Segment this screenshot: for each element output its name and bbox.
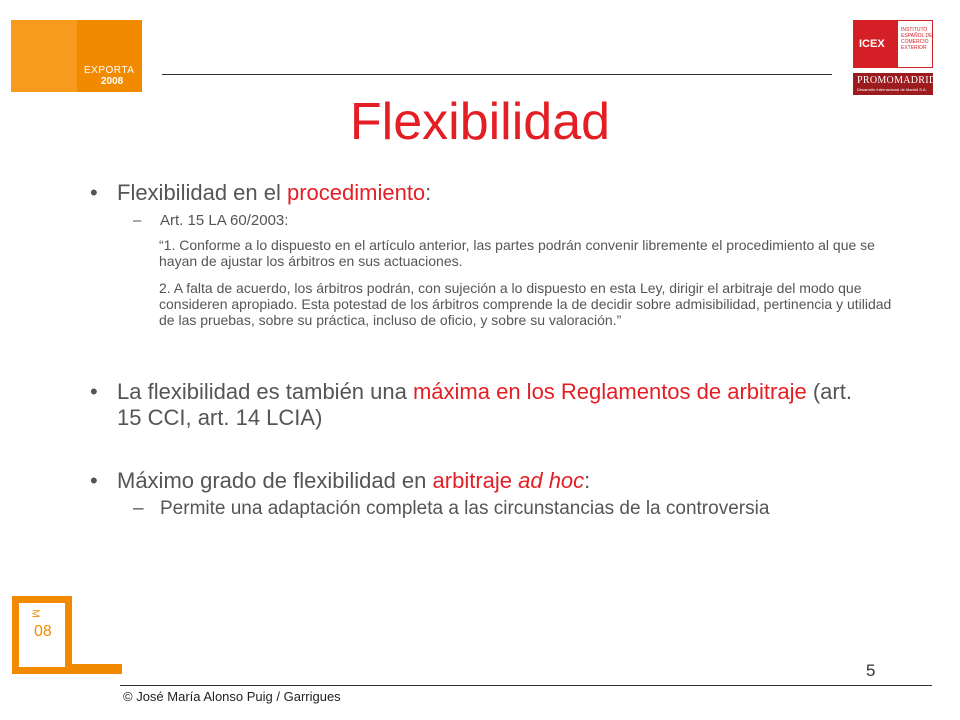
exporta-2008-logo — [11, 20, 142, 92]
bullet-marker: • — [90, 379, 98, 404]
icex-logo-block — [854, 21, 898, 67]
sub-bullet-text: Art. 15 LA 60/2003: — [160, 212, 289, 229]
m08-logo — [12, 596, 122, 684]
bullet-text-pre: Máximo grado de flexibilidad en — [117, 468, 433, 493]
bullet-text — [117, 467, 590, 495]
logo-letter: M — [29, 609, 41, 618]
sub-bullet-article — [133, 211, 289, 231]
bullet-text-italic: ad hoc — [518, 468, 585, 493]
bullet-text-highlight: máxima en los Reglamentos de arbitraje — [412, 379, 807, 404]
icex-logo-name: ICEX — [859, 38, 885, 50]
copyright-footer: © José María Alonso Puig / Garrigues — [123, 689, 341, 704]
dash-marker: – — [133, 498, 144, 519]
logo-foot — [72, 664, 122, 674]
bullet-text — [117, 379, 867, 431]
icex-logo-text: INSTITUTO ESPAÑOL DE COMERCIO EXTERIOR — [901, 27, 933, 51]
top-divider — [162, 74, 832, 75]
bullet-text — [117, 179, 431, 207]
quote-paragraph-2: 2. A falta de acuerdo, los árbitros podrán, con sujeción a lo dispuesto en esta Ley, dirigir el arbitraje del modo que consideren apropiado. Esta potestad de los árbitros comprende la de decidir sobre admisibilidad, pertinencia y utilidad de las pruebas, sobre su práctica, incluso de oficio, y sobre su valoración.” — [159, 280, 892, 328]
bullet-marker: • — [90, 180, 98, 205]
page-number: 5 — [866, 661, 876, 680]
logo-text-year: 2008 — [101, 76, 124, 87]
quote-paragraph-1: “1. Conforme a lo dispuesto en el artículo anterior, las partes podrán convenir libremente el procedimiento al que se hayan de ajustar los árbitros en sus actuaciones. — [159, 237, 875, 269]
bullet-marker: • — [90, 468, 98, 493]
sub-bullet-text: Permite una adaptación completa a las circunstancias de la controversia — [160, 498, 770, 519]
promomadrid-name: PROMOMADRID — [857, 75, 937, 86]
logo-number: 08 — [34, 623, 52, 640]
slide-title: Flexibilidad — [349, 93, 611, 151]
bullet-text-pre: Flexibilidad en el — [117, 180, 287, 205]
bullet-text-post: : — [425, 180, 432, 205]
dash-marker: – — [133, 212, 142, 229]
bullet-text-post: (art. 15 CCI, art. 14 LCIA) — [117, 379, 852, 430]
logo-text-exporta: EXPORTA — [84, 65, 135, 76]
bullet-text-highlight: arbitraje — [432, 468, 519, 493]
bottom-divider — [120, 685, 932, 686]
bullet-text-highlight: procedimiento — [286, 180, 426, 205]
bullet-text-post: : — [584, 468, 591, 493]
promomadrid-subtitle: Desarrollo Internacional de Madrid S.A. — [857, 87, 927, 92]
bullet-text-pre: La flexibilidad es también una — [117, 379, 413, 404]
icex-logo — [853, 20, 933, 68]
